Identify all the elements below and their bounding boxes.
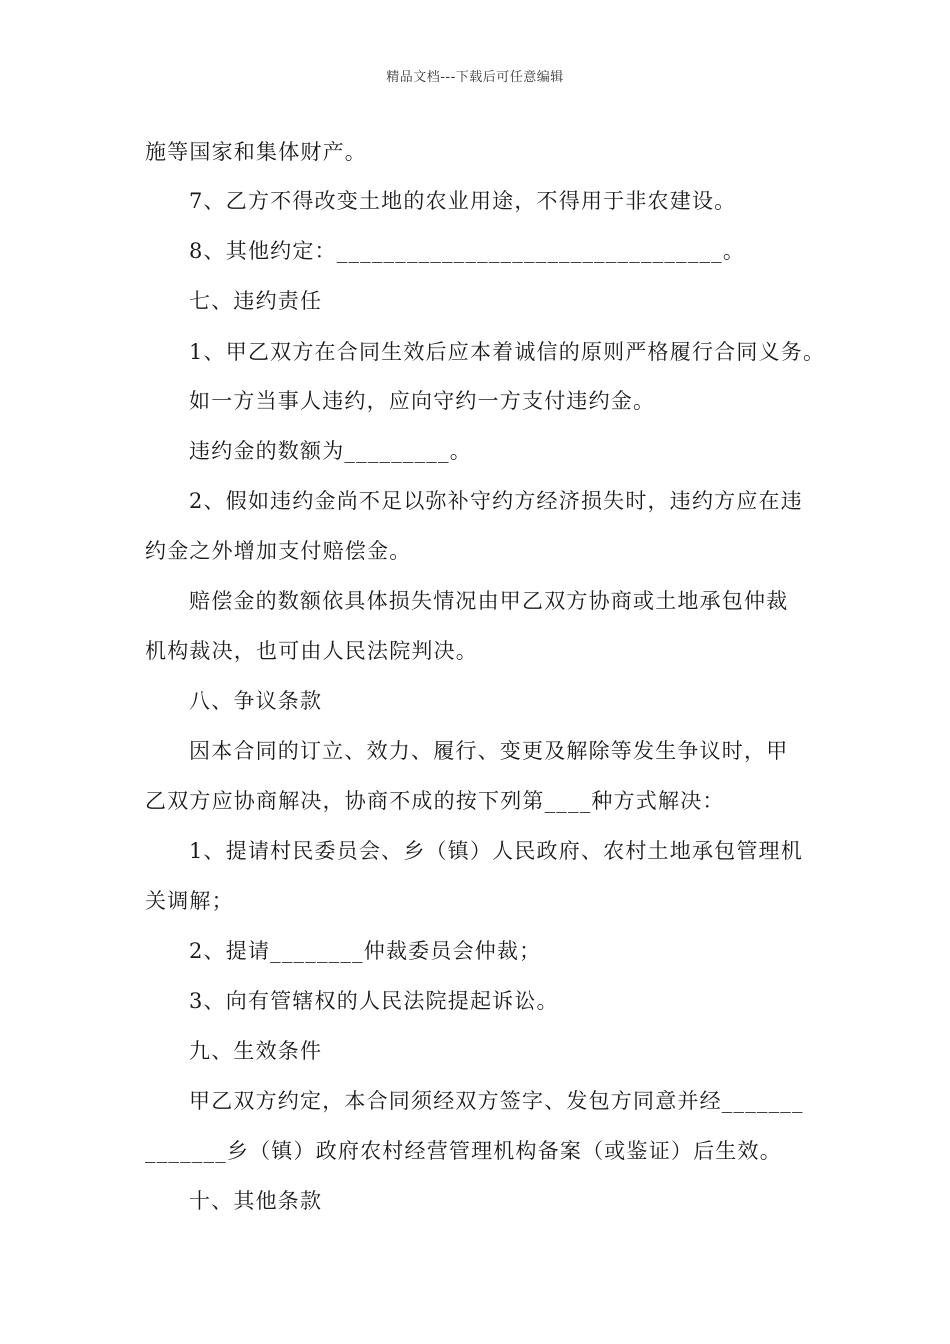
paragraph-line: 8、其他约定：_________________________________。 bbox=[189, 239, 746, 263]
paragraph-line: 约金之外增加支付赔偿金。 bbox=[145, 539, 412, 563]
paragraph-line: 机构裁决，也可由人民法院判决。 bbox=[145, 639, 478, 663]
paragraph-line: 2、假如违约金尚不足以弥补守约方经济损失时，违约方应在违 bbox=[189, 489, 803, 513]
section-heading: 七、违约责任 bbox=[189, 289, 323, 313]
paragraph-line: 7、乙方不得改变土地的农业用途，不得用于非农建设。 bbox=[189, 189, 737, 213]
paragraph-line: 1、提请村民委员会、乡（镇）人民政府、农村土地承包管理机 bbox=[189, 839, 803, 863]
paragraph-line: 甲乙双方约定，本合同须经双方签字、发包方同意并经_______ bbox=[189, 1089, 804, 1113]
paragraph-line: 如一方当事人违约，应向守约一方支付违约金。 bbox=[189, 389, 656, 413]
paragraph-line: _______乡（镇）政府农村经营管理机构备案（或鉴证）后生效。 bbox=[145, 1139, 782, 1163]
paragraph-line: 乙双方应协商解决，协商不成的按下列第____种方式解决： bbox=[145, 789, 725, 813]
paragraph-line: 2、提请________仲裁委员会仲裁； bbox=[189, 939, 542, 963]
section-heading: 九、生效条件 bbox=[189, 1039, 323, 1063]
page-header: 精品文档---下载后可任意编辑 bbox=[386, 70, 564, 85]
section-heading: 十、其他条款 bbox=[189, 1189, 323, 1213]
paragraph-line: 1、甲乙双方在合同生效后应本着诚信的原则严格履行合同义务。 bbox=[189, 340, 826, 364]
paragraph-line: 因本合同的订立、效力、履行、变更及解除等发生争议时，甲 bbox=[189, 739, 789, 763]
paragraph-line: 赔偿金的数额依具体损失情况由甲乙双方协商或土地承包仲裁 bbox=[189, 589, 789, 613]
paragraph-line: 施等国家和集体财产。 bbox=[145, 140, 367, 164]
paragraph-line: 3、向有管辖权的人民法院提起诉讼。 bbox=[189, 989, 559, 1013]
paragraph-line: 违约金的数额为_________。 bbox=[189, 439, 472, 463]
section-heading: 八、争议条款 bbox=[189, 689, 323, 713]
paragraph-line: 关调解； bbox=[145, 889, 234, 913]
